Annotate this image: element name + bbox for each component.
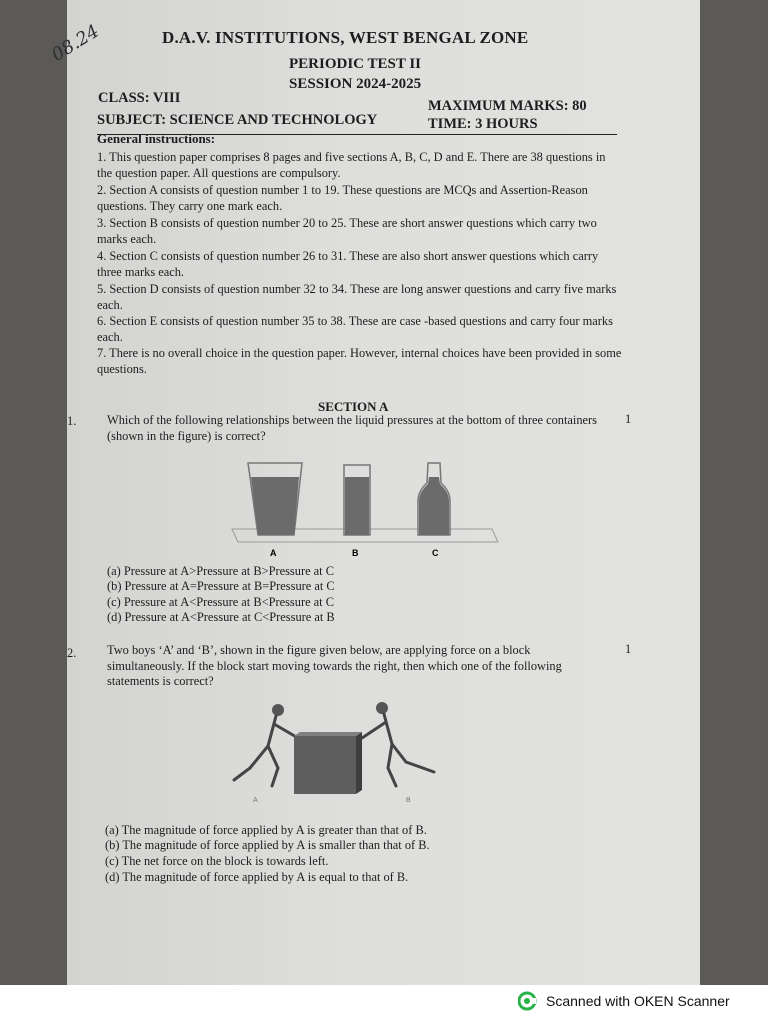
boy-b <box>362 702 434 786</box>
two-boys-pushing-figure <box>220 698 450 806</box>
max-marks: MAXIMUM MARKS: 80 <box>428 98 587 114</box>
scanner-watermark <box>518 990 730 1012</box>
option-c: (c) Pressure at A<Pressure at B<Pressure at C <box>107 595 334 609</box>
option-d: (d) The magnitude of force applied by A is equal to that of B. <box>105 870 409 884</box>
subject-label: SUBJECT: SCIENCE AND TECHNOLOGY <box>97 112 378 128</box>
institution-title: D.A.V. INSTITUTIONS, WEST BENGAL ZONE <box>162 28 529 47</box>
instruction-item: 6. Section E consists of question number 35 to 38. These are case -based questions and carry four marks each. <box>97 314 613 344</box>
instruction-item: 5. Section D consists of question number 32 to 34. These are long answer questions and carry five marks each. <box>97 282 617 312</box>
test-name: PERIODIC TEST II <box>289 56 421 72</box>
option-b: (b) The magnitude of force applied by A is smaller than that of B. <box>105 838 430 852</box>
liquid-a <box>251 477 299 535</box>
scanner-text: Scanned with OKEN Scanner <box>546 993 730 1009</box>
option-c: (c) The net force on the block is towards left. <box>105 854 329 868</box>
question-number: 2. <box>67 646 77 660</box>
figure-label-a: A <box>270 548 277 558</box>
instruction-item: 2. Section A consists of question number 1 to 19. These questions are MCQs and Assertion-Reason questions. They carry one mark each. <box>97 183 588 213</box>
instruction-item: 3. Section B consists of question number 20 to 25. These are short answer questions which carry two marks each. <box>97 216 597 246</box>
instruction-item: 7. There is no overall choice in the question paper. However, internal choices have been provided in some questions. <box>97 346 622 376</box>
liquid-containers-figure <box>230 455 500 560</box>
question-marks: 1 <box>625 412 632 426</box>
session: SESSION 2024-2025 <box>289 76 422 92</box>
time-label: TIME: 3 HOURS <box>428 116 538 132</box>
figure-label-a: A <box>253 797 258 804</box>
figure-label-c: C <box>432 548 439 558</box>
question-marks: 1 <box>625 642 632 656</box>
instruction-item: 1. This question paper comprises 8 pages and five sections A, B, C, D and E. There are 38 questions in the question paper. All questions are compulsory. <box>97 150 606 180</box>
block-side <box>356 732 362 794</box>
option-d: (d) Pressure at A<Pressure at C<Pressure at B <box>107 610 335 624</box>
handwritten-date: 08.24 <box>48 20 103 66</box>
question-number: 1. <box>67 414 77 428</box>
instruction-item: 4. Section C consists of question number 26 to 31. These are also short answer questions which carry three marks each. <box>97 249 599 279</box>
figure-label-b: B <box>406 797 411 804</box>
class-label: CLASS: VIII <box>98 90 181 106</box>
question-text: Which of the following relationships between the liquid pressures at the bottom of three containers (shown in the figure) is correct? <box>107 413 597 443</box>
block <box>294 736 356 794</box>
instructions-heading: General instructions: <box>97 131 216 146</box>
option-b: (b) Pressure at A=Pressure at B=Pressure at C <box>107 579 335 593</box>
liquid-b <box>345 477 369 535</box>
figure-label-b: B <box>352 548 359 558</box>
option-a: (a) The magnitude of force applied by A is greater than that of B. <box>105 823 427 837</box>
question-text: Two boys ‘A’ and ‘B’, shown in the figure given below, are applying force on a block simultaneously. If the block start moving towards the right, then which one of the following statements is correct? <box>107 643 562 688</box>
oken-scanner-logo-icon <box>518 991 538 1011</box>
boy-a <box>234 704 298 786</box>
block-top <box>294 732 362 736</box>
option-a: (a) Pressure at A>Pressure at B>Pressure at C <box>107 564 334 578</box>
section-a-heading: SECTION A <box>318 399 389 414</box>
